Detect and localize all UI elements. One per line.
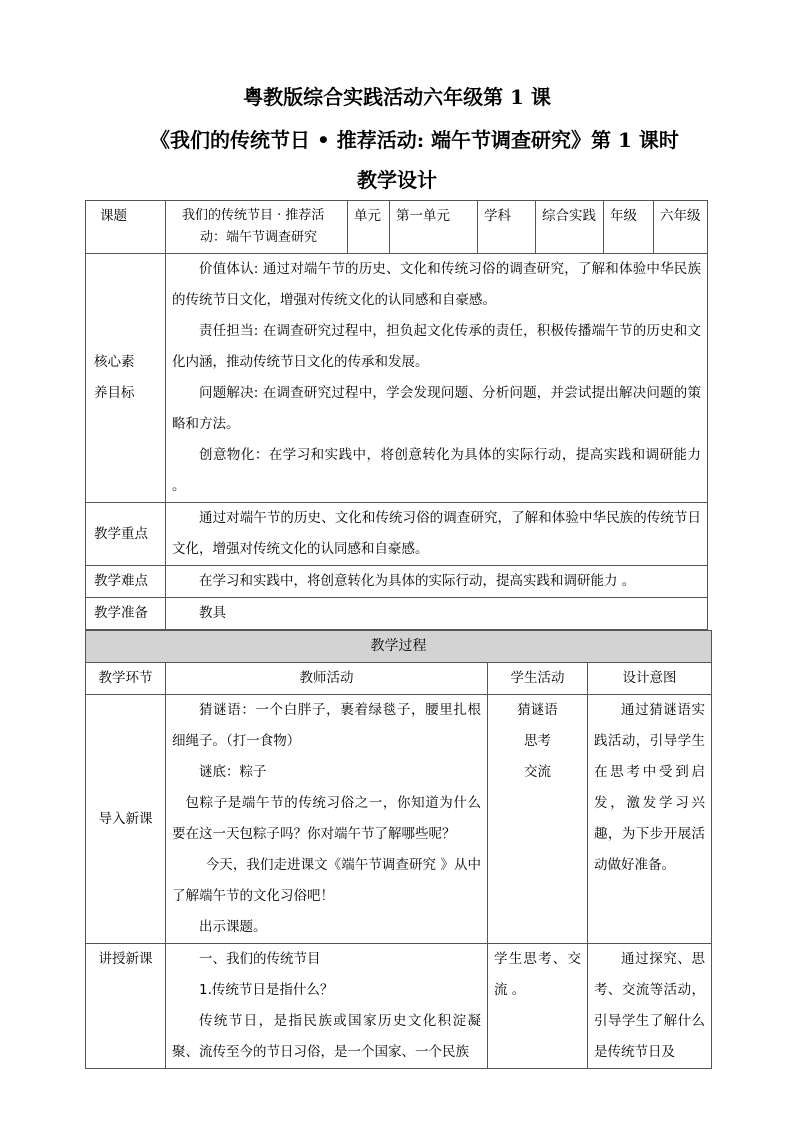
teacher-line: 谜底：粽子 — [199, 764, 267, 780]
col-teacher-header: 教师活动 — [166, 663, 488, 695]
teacher-line: 1.传统节日是指什么？ — [199, 982, 334, 998]
process-title: 教学过程 — [86, 631, 712, 663]
teacher-activity-new-lesson — [166, 944, 488, 1069]
core-goals-label-line1: 核心素 — [94, 354, 135, 370]
teacher-line: 猜谜语：一个白胖子，裹着绿毯子，腰里扎根细绳子。（打一食物） — [172, 702, 481, 749]
core-goal-creativity: 创意物化：在学习和实践中，将创意转化为具体的实际行动，提高实践和调研能力 。 — [172, 447, 701, 494]
core-goals-label-line2: 养目标 — [94, 385, 135, 401]
topic-value-line1: 我们的传统节目 · 推荐活 — [182, 208, 325, 223]
core-goal-value: 价值体认: 通过对端午节的历史、文化和传统习俗的调查研究，了解和体验中华民族的传统节日文化，增强对传统文化的认同感和自豪感。 — [172, 261, 701, 308]
student-line: 猜谜语 — [517, 702, 558, 718]
topic-label — [86, 201, 166, 254]
design-intent-new-lesson — [588, 944, 712, 1069]
student-line: 交流 — [524, 764, 551, 780]
teaching-process-table — [85, 630, 712, 1069]
doc-title-line1: 粤教版综合实践活动六年级第 1 课 — [243, 85, 551, 109]
teacher-line: 一、我们的传统节目 — [199, 951, 321, 967]
intent-para: 通过探究、思考、交流等活动，引导学生了解什么是传统节日及 — [594, 951, 705, 1060]
col-intent-header: 设计意图 — [588, 663, 712, 695]
lesson-info-table — [85, 200, 708, 630]
student-activity-intro — [488, 695, 588, 944]
intent-para: 通过猜谜语实践活动，引导学生在思考中受到启发，激发学习兴趣，为下步开展活动做好准备。 — [594, 702, 705, 873]
teacher-activity-intro — [166, 695, 488, 944]
difficult-points-row — [86, 566, 708, 598]
core-goal-problem-solving: 问题解决: 在调查研究过程中，学会发现问题、分析问题，并尝试提出解决问题的策略和方法。 — [172, 385, 701, 432]
stage-intro: 导入新课 — [86, 695, 166, 944]
grade-label: 年级 — [604, 201, 654, 254]
topic-row — [86, 201, 708, 254]
subject-label: 学科 — [478, 201, 536, 254]
key-points-text — [166, 503, 708, 566]
key-points-para: 通过对端午节的历史、文化和传统习俗的调查研究，了解和体验中华民族的传统节日文化，增强对传统文化的认同感和自豪感。 — [172, 510, 701, 557]
difficult-points-label: 教学难点 — [86, 566, 166, 598]
teacher-line: 传统节日，是指民族或国家历史文化积淀凝聚、流传至今的节日习俗，是一个国家、一个民族 — [172, 1013, 481, 1060]
difficult-points-para: 在学习和实践中，将创意转化为具体的实际行动，提高实践和调研能力 。 — [199, 573, 636, 589]
subject-value: 综合实践 — [536, 201, 604, 254]
process-title-row — [86, 631, 712, 663]
core-goals-row — [86, 254, 708, 503]
key-points-row — [86, 503, 708, 566]
topic-value-line2: 动：端午节调查研究 — [200, 230, 318, 245]
student-line: 思考 — [524, 733, 551, 749]
teacher-line: 包粽子是端午节的传统习俗之一，你知道为什么要在这一天包粽子吗？你对端午节了解哪些呢？ — [172, 795, 481, 842]
core-goals-label — [86, 254, 166, 503]
core-goal-responsibility: 责任担当: 在调查研究过程中，担负起文化传承的责任，积极传播端午节的历史和文化内涵，推动传统节日文化的传承和发展。 — [172, 323, 701, 370]
preparation-para: 教具 — [199, 605, 226, 621]
difficult-points-text — [166, 566, 708, 598]
topic-label-text: 课题 — [100, 208, 127, 224]
unit-label: 单元 — [348, 201, 390, 254]
process-row-intro — [86, 695, 712, 944]
process-header-row — [86, 663, 712, 695]
topic-value — [166, 201, 348, 254]
col-student-header: 学生活动 — [488, 663, 588, 695]
design-intent-intro — [588, 695, 712, 944]
doc-title-line3: 教学设计 — [357, 168, 437, 192]
preparation-label: 教学准备 — [86, 598, 166, 630]
key-points-label: 教学重点 — [86, 503, 166, 566]
teacher-line: 出示课题。 — [199, 919, 267, 935]
unit-value: 第一单元 — [390, 201, 478, 254]
preparation-row — [86, 598, 708, 630]
core-goals-text — [166, 254, 708, 503]
process-row-new-lesson — [86, 944, 712, 1069]
student-activity-new-lesson: 学生思考、交流 。 — [488, 944, 588, 1069]
preparation-text — [166, 598, 708, 630]
stage-new-lesson: 讲授新课 — [86, 944, 166, 1069]
doc-title-line2: 《我们的传统节日 • 推荐活动: 端午节调查研究》第 1 课时 — [150, 128, 679, 152]
grade-value: 六年级 — [654, 201, 708, 254]
teacher-line: 今天，我们走进课文《端午节调查研究 》从中了解端午节的文化习俗吧！ — [172, 857, 481, 904]
col-stage-header: 教学环节 — [86, 663, 166, 695]
